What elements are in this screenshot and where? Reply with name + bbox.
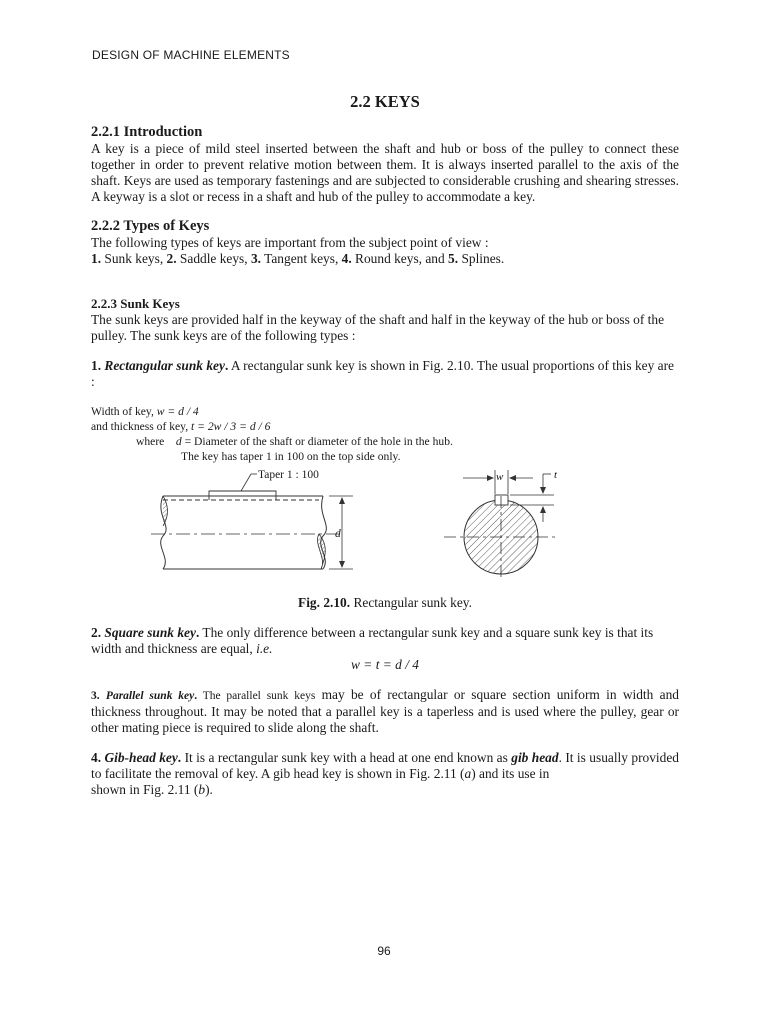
shaft-cross-section	[444, 469, 558, 581]
parallel-key-body-small: The parallel sunk keys	[197, 690, 316, 702]
square-key-num: 2.	[91, 625, 102, 640]
fig-ref-b: b	[198, 782, 206, 797]
width-formula-line	[91, 404, 679, 419]
gib-key-body-4: shown in Fig. 2.11 (	[91, 782, 199, 797]
square-key-paragraph	[91, 625, 679, 657]
figure-caption	[91, 595, 679, 611]
parallel-key-dot: .	[194, 690, 198, 702]
dimension-d-label: d	[335, 528, 341, 540]
dimension-t-label: t	[554, 469, 558, 481]
caption-text: Rectangular sunk key.	[350, 595, 472, 610]
gib-key-title: Gib-head key	[104, 750, 178, 765]
dimension-w-label: w	[496, 471, 504, 483]
square-key-title: Square sunk key	[104, 625, 196, 640]
taper-label: Taper 1 : 100	[258, 469, 319, 481]
types-item-label: Saddle keys,	[176, 251, 251, 266]
rect-key-num: 1.	[91, 358, 102, 373]
gib-key-paragraph-cont	[91, 782, 679, 798]
fig-ref-a: a	[464, 766, 472, 781]
where-variable: d	[175, 435, 182, 448]
types-item-label: Tangent keys,	[261, 251, 342, 266]
rectangular-sunk-key-diagram	[91, 466, 679, 591]
square-key-ie: i.e.	[256, 641, 273, 656]
gib-key-num: 4.	[91, 750, 102, 765]
types-lead: The following types of keys are important from the subject point of view :	[91, 235, 489, 250]
types-list	[91, 251, 679, 267]
gib-key-body-2: . It is usually provided to facilitate the removal of key. A gib head key is shown in Fig. 2.11 (	[91, 750, 679, 781]
figure-2-10	[91, 466, 679, 591]
taper-note: The key has taper 1 in 100 on the top side only.	[181, 450, 401, 463]
types-item-label: Round keys, and	[351, 251, 449, 266]
shaft-side-view	[151, 469, 353, 569]
sunk-keys-paragraph: The sunk keys are provided half in the keyway of the shaft and half in the keyway of the hub or boss of the pulley. The sunk keys are of the following types :	[91, 312, 665, 343]
rect-key-title: Rectangular sunk key	[104, 358, 225, 373]
where-text: = Diameter of the shaft or diameter of the hole in the hub.	[181, 435, 453, 448]
width-prefix: Width of key,	[91, 405, 157, 418]
parallel-key-paragraph	[91, 687, 679, 736]
types-item-num: 2.	[166, 251, 177, 266]
types-heading: 2.2.2 Types of Keys	[91, 218, 210, 234]
thickness-formula: t = 2w / 3 = d / 6	[191, 420, 271, 433]
parallel-key-body: may be of rectangular or square section uniform in width and thickness throughout. It may be noted that a parallel key is a taperless and is used where the pulley, gear or other mating piece is required to slide along the shaft.	[91, 687, 679, 735]
types-item-num: 3.	[250, 251, 262, 266]
square-key-equation: w = t = d / 4	[351, 657, 419, 672]
width-formula: w = d / 4	[156, 405, 199, 418]
rect-key-dot: .	[224, 358, 229, 373]
rect-key-body: A rectangular sunk key is shown in Fig. 2.10. The usual proportions of this key are :	[91, 358, 674, 389]
where-label: where	[136, 435, 165, 448]
gib-head-term: gib head	[511, 750, 559, 765]
sunk-keys-heading: 2.2.3 Sunk Keys	[91, 296, 180, 311]
square-key-dot: .	[195, 625, 200, 640]
gib-key-body-3: ) and its use in	[471, 766, 550, 781]
intro-heading: 2.2.1 Introduction	[91, 124, 203, 140]
types-item-label: Sunk keys,	[101, 251, 167, 266]
chapter-title: 2.2 KEYS	[350, 92, 420, 111]
gib-key-dot: .	[177, 750, 182, 765]
intro-paragraph: A key is a piece of mild steel inserted between the shaft and hub or boss of the pulley to connect these together in order to prevent relative motion between them. It is always inserted parallel to the axis of the shaft. Keys are used as temporary fastenings and are subjected to considerable crushing and shearing stresses. A keyway is a slot or recess in a shaft and hub of the pulley to accommodate a key.	[91, 141, 679, 204]
square-key-body: The only difference between a rectangular sunk key and a square sunk key is that its width and thickness are equal,	[91, 625, 654, 656]
types-item-label: Splines.	[458, 251, 505, 266]
rect-key-paragraph	[91, 358, 679, 390]
parallel-key-title: Parallel sunk key	[105, 690, 195, 702]
thickness-formula-line	[91, 419, 679, 434]
gib-key-body-5: ).	[205, 782, 213, 797]
running-header: DESIGN OF MACHINE ELEMENTS	[92, 48, 290, 62]
thickness-prefix: and thickness of key,	[91, 420, 192, 433]
caption-number: Fig. 2.10.	[298, 595, 351, 610]
gib-key-paragraph	[91, 750, 679, 782]
page-number: 96	[377, 944, 391, 958]
parallel-key-num: 3.	[91, 690, 100, 702]
types-item-num: 5.	[448, 251, 459, 266]
types-item-num: 4.	[341, 251, 352, 266]
types-item-num: 1.	[91, 251, 102, 266]
where-line	[91, 434, 679, 449]
main-content	[91, 94, 679, 798]
gib-key-body-1: It is a rectangular sunk key with a head at one end known as	[181, 750, 512, 765]
